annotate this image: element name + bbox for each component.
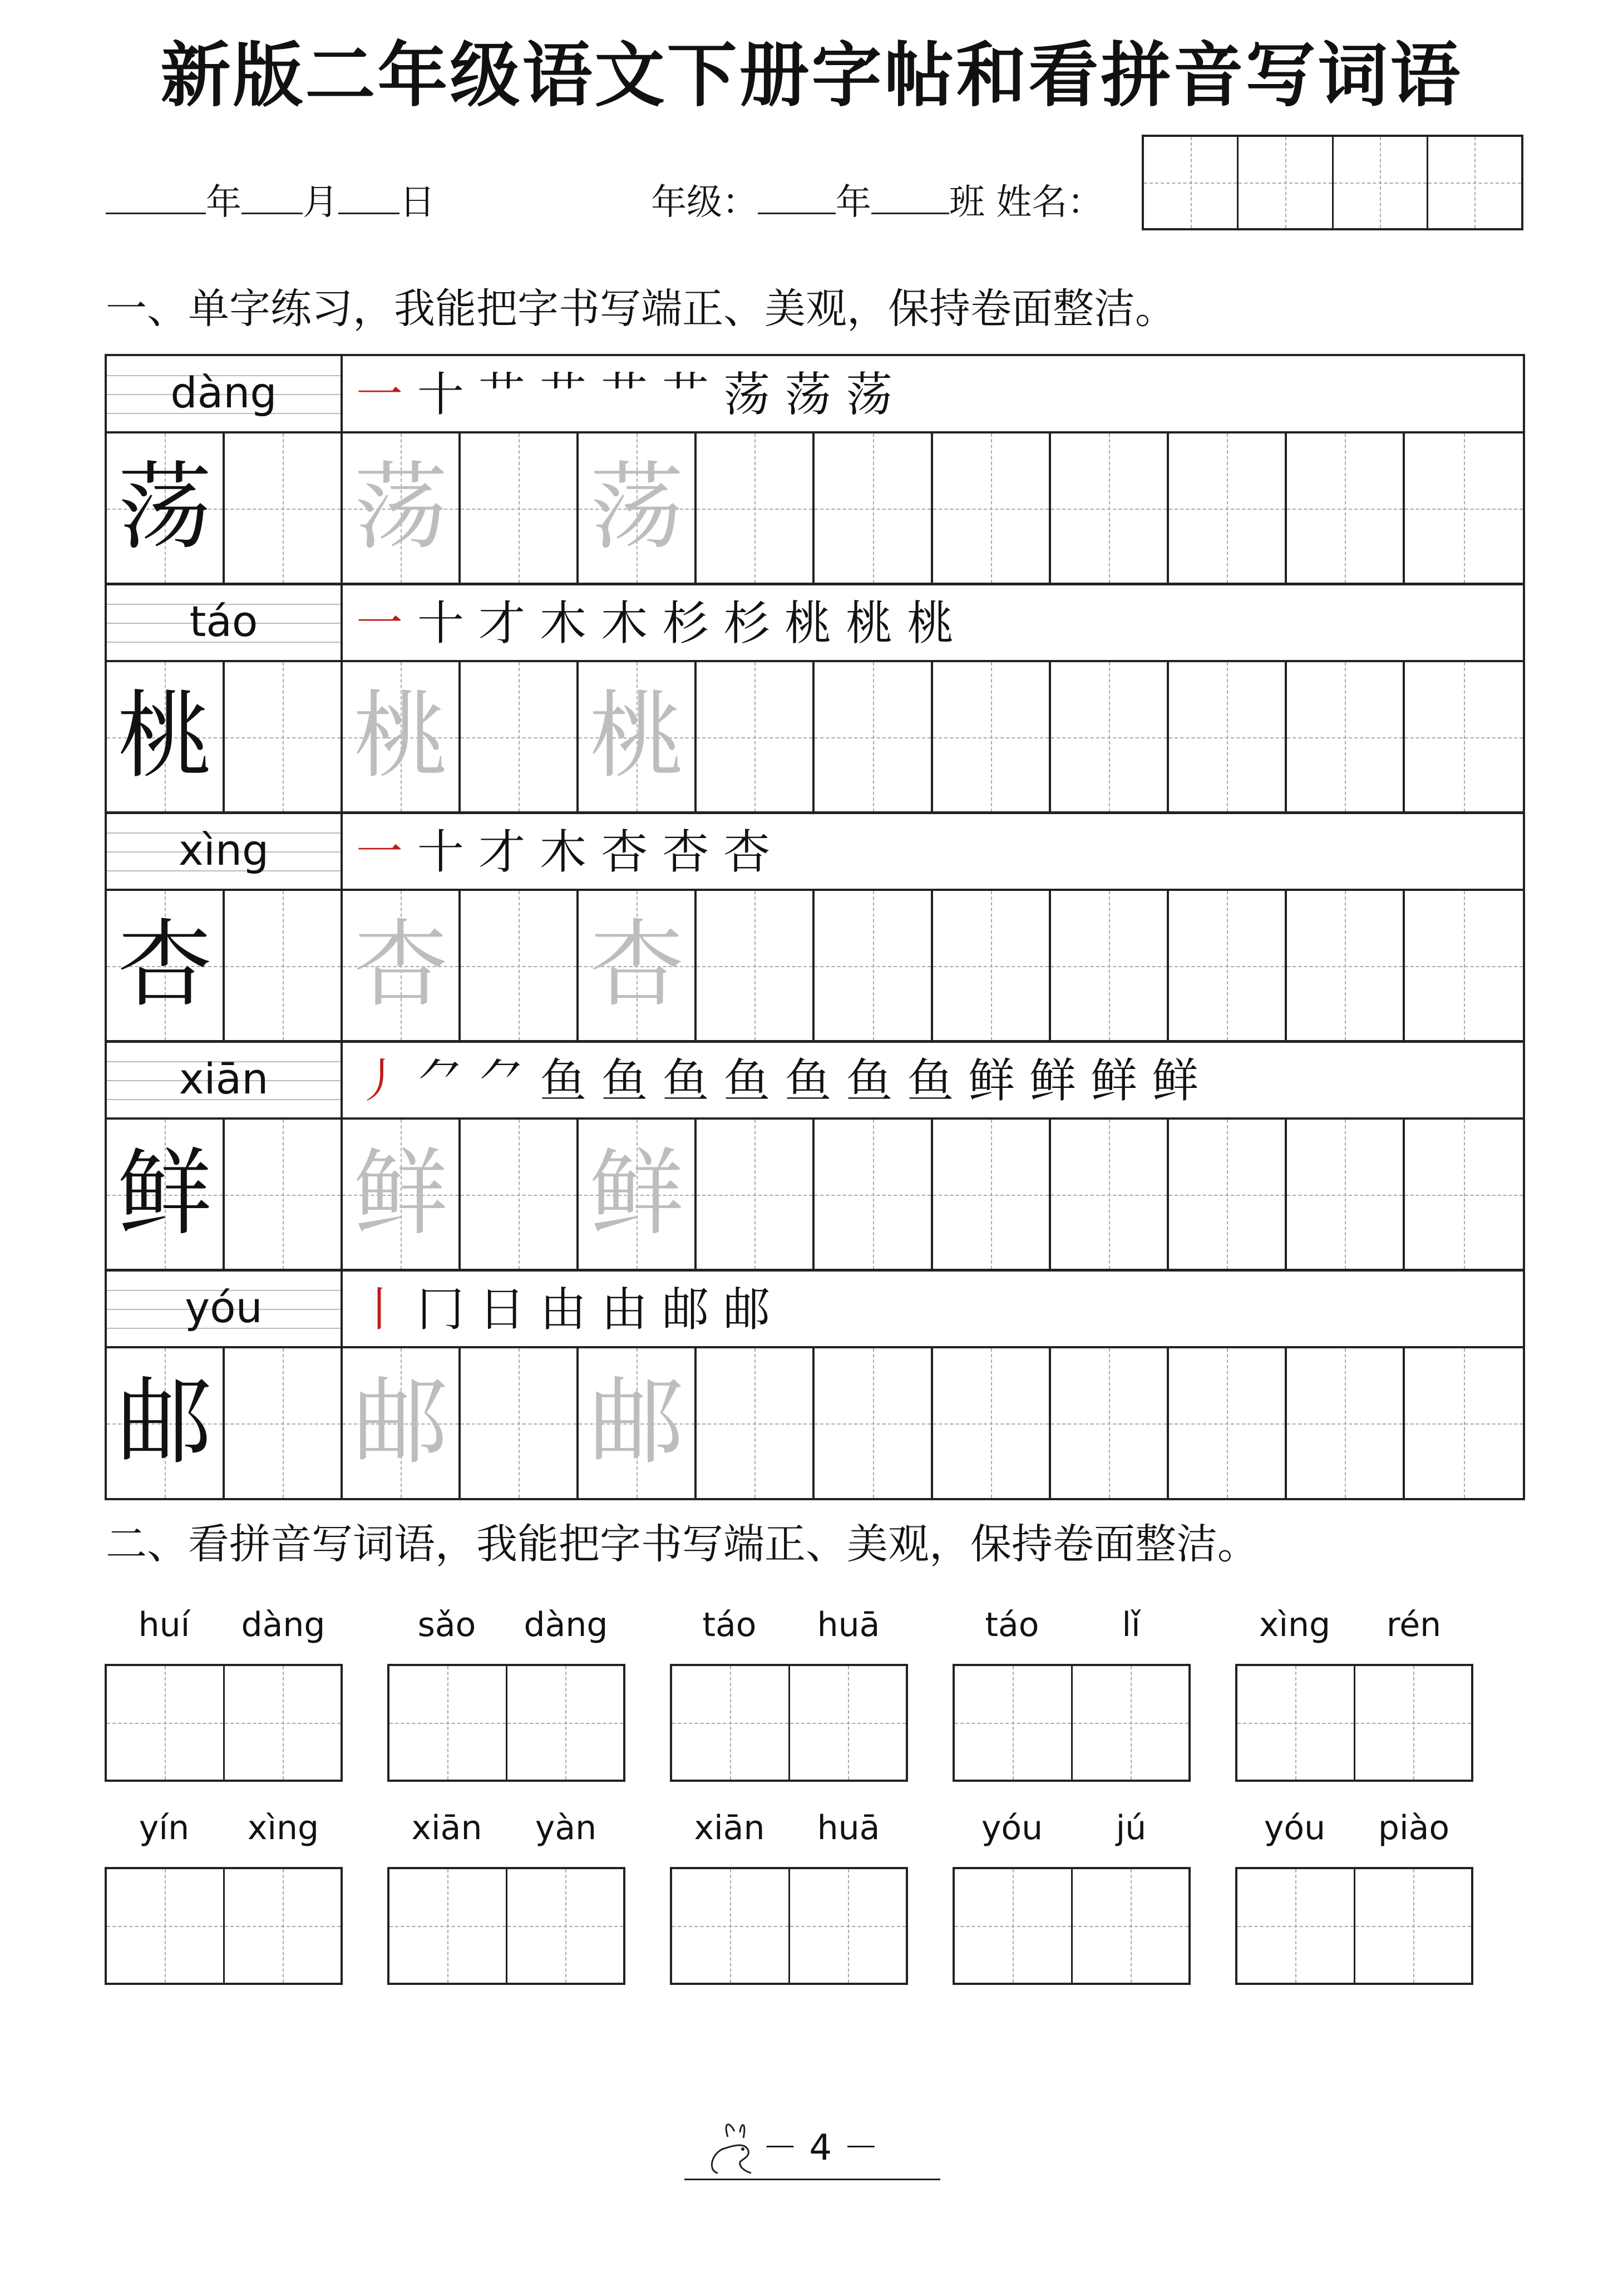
stroke-step: 鱼 bbox=[601, 1053, 648, 1108]
word-pinyin-1: xìng bbox=[1259, 1605, 1331, 1644]
section2-title: 二、看拼音写词语，我能把字书写端正、美观，保持卷面整洁。 bbox=[106, 1520, 1259, 1568]
writing-cell[interactable] bbox=[461, 891, 579, 1041]
writing-cell[interactable] bbox=[815, 433, 933, 583]
stroke-step: 杏 bbox=[601, 825, 648, 879]
practice-block bbox=[105, 1040, 1525, 1272]
pinyin-cell bbox=[107, 1271, 343, 1346]
stroke-step: 荡 bbox=[723, 367, 771, 422]
word-writing-cell[interactable] bbox=[790, 1869, 906, 1983]
year-blank[interactable] bbox=[106, 177, 206, 214]
pinyin-text: dàng bbox=[170, 368, 277, 417]
pinyin-text: yóu bbox=[185, 1283, 263, 1332]
writing-cell[interactable] bbox=[933, 433, 1051, 583]
day-label: 日 bbox=[399, 182, 435, 223]
grade-label: 年级： bbox=[651, 182, 758, 223]
stroke-step: 一 bbox=[356, 825, 403, 879]
stroke-step: 艹 bbox=[662, 367, 709, 422]
writing-cell[interactable] bbox=[343, 433, 461, 583]
stroke-step: 由 bbox=[601, 1282, 648, 1337]
name-cell[interactable] bbox=[1428, 137, 1521, 228]
writing-cell[interactable] bbox=[579, 662, 697, 812]
grade-line bbox=[651, 177, 1103, 228]
writing-cell[interactable] bbox=[343, 891, 461, 1041]
writing-cell[interactable] bbox=[697, 1120, 815, 1269]
word-writing-cell[interactable] bbox=[672, 1666, 790, 1780]
writing-row bbox=[107, 1120, 1523, 1269]
word-pinyin-2: xìng bbox=[247, 1809, 319, 1847]
writing-cell[interactable] bbox=[1051, 891, 1169, 1041]
word-writing-cell[interactable] bbox=[672, 1869, 790, 1983]
writing-cell[interactable] bbox=[579, 891, 697, 1041]
word-pinyin-2: dàng bbox=[524, 1605, 608, 1644]
pinyin-cell bbox=[107, 814, 343, 889]
practice-block bbox=[105, 583, 1525, 814]
stroke-step: 鲜 bbox=[1029, 1053, 1077, 1108]
word-writing-cell[interactable] bbox=[507, 1666, 624, 1780]
stroke-step: 邮 bbox=[723, 1282, 771, 1337]
stroke-step: 鱼 bbox=[723, 1053, 771, 1108]
word-writing-cell[interactable] bbox=[107, 1869, 225, 1983]
rabbit-icon bbox=[695, 2120, 768, 2181]
month-blank[interactable] bbox=[241, 177, 303, 214]
writing-cell[interactable] bbox=[1405, 1348, 1523, 1498]
word-boxes bbox=[105, 1664, 343, 1782]
stroke-step: 鱼 bbox=[540, 1053, 587, 1108]
word-pinyin-2: huā bbox=[817, 1605, 880, 1644]
model-char: 邮 bbox=[117, 1367, 213, 1477]
stroke-step: 一 bbox=[356, 596, 403, 651]
stroke-step: 艹 bbox=[540, 367, 587, 422]
word-pinyin-1: yín bbox=[139, 1809, 190, 1847]
word-boxes bbox=[387, 1664, 625, 1782]
word-boxes bbox=[670, 1867, 908, 1985]
year-label: 年 bbox=[206, 182, 241, 223]
word-boxes bbox=[1235, 1664, 1473, 1782]
word-writing-cell[interactable] bbox=[1073, 1869, 1189, 1983]
word-writing-cell[interactable] bbox=[107, 1666, 225, 1780]
stroke-step: 十 bbox=[417, 367, 465, 422]
word-boxes bbox=[1235, 1867, 1473, 1985]
writing-cell[interactable] bbox=[1287, 662, 1405, 812]
word-pinyin-2: yàn bbox=[535, 1809, 597, 1847]
model-char: 桃 bbox=[117, 681, 213, 791]
word-boxes bbox=[953, 1867, 1191, 1985]
trace-char: 杏 bbox=[589, 910, 684, 1020]
writing-cell[interactable] bbox=[1169, 1348, 1287, 1498]
writing-cell[interactable] bbox=[461, 433, 579, 583]
word-pinyin-1: xiān bbox=[411, 1809, 482, 1847]
writing-cell[interactable] bbox=[225, 662, 343, 812]
stroke-step: 木 bbox=[540, 825, 587, 879]
name-cell[interactable] bbox=[1334, 137, 1428, 228]
stroke-step: 冂 bbox=[417, 1282, 465, 1337]
stroke-step: 邮 bbox=[662, 1282, 709, 1337]
writing-cell[interactable] bbox=[107, 1348, 225, 1498]
practice-block bbox=[105, 1269, 1525, 1500]
writing-cell[interactable] bbox=[933, 662, 1051, 812]
stroke-step: 十 bbox=[417, 825, 465, 879]
writing-cell[interactable] bbox=[815, 1120, 933, 1269]
class-name-label: 班 姓名： bbox=[949, 182, 1103, 223]
stroke-order bbox=[356, 593, 968, 654]
stroke-step: 鱼 bbox=[907, 1053, 954, 1108]
trace-char: 邮 bbox=[353, 1367, 448, 1477]
stroke-step: 桃 bbox=[907, 596, 954, 651]
word-pinyin-2: lǐ bbox=[1122, 1605, 1141, 1644]
writing-cell[interactable] bbox=[1169, 1120, 1287, 1269]
word-pinyin-2: dàng bbox=[241, 1605, 325, 1644]
stroke-step: 丿 bbox=[356, 1053, 403, 1108]
stroke-step: 鱼 bbox=[662, 1053, 709, 1108]
trace-char: 鲜 bbox=[589, 1139, 684, 1249]
stroke-step: 艹 bbox=[601, 367, 648, 422]
day-blank[interactable] bbox=[338, 177, 399, 214]
writing-row bbox=[107, 1348, 1523, 1498]
stroke-step: 杉 bbox=[662, 596, 709, 651]
grade-blank[interactable] bbox=[758, 177, 836, 214]
stroke-row bbox=[107, 814, 1523, 891]
name-cell[interactable] bbox=[1239, 137, 1333, 228]
stroke-step: 桃 bbox=[785, 596, 832, 651]
word-writing-cell[interactable] bbox=[1237, 1869, 1355, 1983]
word-pinyin-1: yóu bbox=[981, 1809, 1043, 1847]
model-char: 鲜 bbox=[117, 1139, 213, 1249]
writing-cell[interactable] bbox=[579, 1348, 697, 1498]
trace-char: 杏 bbox=[353, 910, 448, 1020]
writing-cell[interactable] bbox=[815, 891, 933, 1041]
word-writing-cell[interactable] bbox=[955, 1666, 1073, 1780]
stroke-step: 鲜 bbox=[1091, 1053, 1138, 1108]
word-pinyin-1: yóu bbox=[1264, 1809, 1326, 1847]
stroke-step: 杏 bbox=[662, 825, 709, 879]
pinyin-cell bbox=[107, 356, 343, 431]
writing-cell[interactable] bbox=[697, 662, 815, 812]
stroke-step: 十 bbox=[417, 596, 465, 651]
class-blank[interactable] bbox=[871, 177, 949, 214]
page-footer bbox=[684, 2115, 940, 2192]
word-pinyin-1: xiān bbox=[694, 1809, 765, 1847]
stroke-row bbox=[107, 356, 1523, 433]
writing-cell[interactable] bbox=[1405, 433, 1523, 583]
trace-char: 荡 bbox=[353, 452, 448, 563]
section1-title: 一、单字练习，我能把字书写端正、美观，保持卷面整洁。 bbox=[106, 285, 1176, 333]
trace-char: 荡 bbox=[589, 452, 684, 563]
pinyin-text: táo bbox=[189, 597, 258, 646]
writing-cell[interactable] bbox=[1169, 662, 1287, 812]
word-writing-cell[interactable] bbox=[1073, 1666, 1189, 1780]
practice-block bbox=[105, 811, 1525, 1043]
writing-cell[interactable] bbox=[1051, 662, 1169, 812]
word-pinyin-2: jú bbox=[1116, 1809, 1147, 1847]
writing-cell[interactable] bbox=[933, 1348, 1051, 1498]
writing-cell[interactable] bbox=[697, 1348, 815, 1498]
writing-cell[interactable] bbox=[815, 662, 933, 812]
writing-cell[interactable] bbox=[697, 433, 815, 583]
stroke-step: 桃 bbox=[846, 596, 893, 651]
page-number: － 4 － bbox=[762, 2127, 879, 2169]
stroke-step: 鲜 bbox=[1152, 1053, 1199, 1108]
writing-cell[interactable] bbox=[107, 662, 225, 812]
word-boxes bbox=[953, 1664, 1191, 1782]
writing-cell[interactable] bbox=[343, 1120, 461, 1269]
word-writing-cell[interactable] bbox=[507, 1869, 624, 1983]
writing-cell[interactable] bbox=[461, 1348, 579, 1498]
stroke-order bbox=[356, 1279, 785, 1340]
word-writing-cell[interactable] bbox=[389, 1666, 507, 1780]
word-pinyin-2: piào bbox=[1378, 1809, 1450, 1847]
trace-char: 邮 bbox=[589, 1367, 684, 1477]
pinyin-text: xìng bbox=[178, 825, 269, 875]
writing-row bbox=[107, 433, 1523, 583]
stroke-step: ⺈ bbox=[417, 1053, 465, 1108]
writing-cell[interactable] bbox=[697, 891, 815, 1041]
stroke-step: 由 bbox=[540, 1282, 587, 1337]
trace-char: 桃 bbox=[589, 681, 684, 791]
writing-cell[interactable] bbox=[1405, 1120, 1523, 1269]
writing-cell[interactable] bbox=[107, 433, 225, 583]
word-pinyin-1: huí bbox=[138, 1605, 190, 1644]
writing-cell[interactable] bbox=[107, 1120, 225, 1269]
writing-cell[interactable] bbox=[225, 1348, 343, 1498]
writing-cell[interactable] bbox=[1405, 891, 1523, 1041]
stroke-step: 荡 bbox=[785, 367, 832, 422]
stroke-step: ⺈ bbox=[478, 1053, 526, 1108]
word-writing-cell[interactable] bbox=[1355, 1869, 1472, 1983]
stroke-order bbox=[356, 364, 907, 425]
word-writing-cell[interactable] bbox=[790, 1666, 906, 1780]
model-char: 荡 bbox=[117, 452, 213, 563]
stroke-step: 才 bbox=[478, 825, 526, 879]
trace-char: 鲜 bbox=[353, 1139, 448, 1249]
stroke-step: 木 bbox=[601, 596, 648, 651]
writing-cell[interactable] bbox=[1287, 433, 1405, 583]
writing-cell[interactable] bbox=[1287, 1348, 1405, 1498]
name-cell[interactable] bbox=[1144, 137, 1239, 228]
stroke-order bbox=[356, 821, 785, 883]
writing-row bbox=[107, 662, 1523, 812]
writing-cell[interactable] bbox=[461, 1120, 579, 1269]
word-writing-cell[interactable] bbox=[1237, 1666, 1355, 1780]
stroke-row bbox=[107, 585, 1523, 662]
stroke-order bbox=[356, 1050, 1213, 1111]
stroke-step: 日 bbox=[478, 1282, 526, 1337]
word-pinyin-1: táo bbox=[985, 1605, 1039, 1644]
stroke-step: 艹 bbox=[478, 367, 526, 422]
word-writing-cell[interactable] bbox=[1355, 1666, 1472, 1780]
writing-cell[interactable] bbox=[225, 891, 343, 1041]
name-grid[interactable] bbox=[1142, 135, 1523, 230]
word-row-2 bbox=[105, 1806, 1529, 1939]
stroke-row bbox=[107, 1271, 1523, 1348]
writing-cell[interactable] bbox=[343, 662, 461, 812]
writing-cell[interactable] bbox=[579, 1120, 697, 1269]
practice-block bbox=[105, 354, 1525, 585]
word-boxes bbox=[387, 1867, 625, 1985]
writing-cell[interactable] bbox=[1405, 662, 1523, 812]
stroke-row bbox=[107, 1042, 1523, 1120]
writing-cell[interactable] bbox=[1051, 433, 1169, 583]
stroke-step: 丨 bbox=[356, 1282, 403, 1337]
word-pinyin-2: rén bbox=[1386, 1605, 1442, 1644]
writing-cell[interactable] bbox=[1051, 1120, 1169, 1269]
stroke-step: 荡 bbox=[846, 367, 893, 422]
writing-cell[interactable] bbox=[1169, 891, 1287, 1041]
writing-row bbox=[107, 891, 1523, 1041]
writing-cell[interactable] bbox=[461, 662, 579, 812]
word-writing-cell[interactable] bbox=[389, 1869, 507, 1983]
stroke-step: 鲜 bbox=[968, 1053, 1015, 1108]
word-writing-cell[interactable] bbox=[225, 1666, 341, 1780]
writing-cell[interactable] bbox=[933, 891, 1051, 1041]
word-writing-cell[interactable] bbox=[225, 1869, 341, 1983]
writing-cell[interactable] bbox=[225, 1120, 343, 1269]
word-pinyin-1: táo bbox=[702, 1605, 757, 1644]
month-label: 月 bbox=[303, 182, 338, 223]
writing-cell[interactable] bbox=[933, 1120, 1051, 1269]
writing-cell[interactable] bbox=[107, 891, 225, 1041]
writing-cell[interactable] bbox=[1287, 891, 1405, 1041]
word-boxes bbox=[105, 1867, 343, 1985]
stroke-step: 木 bbox=[540, 596, 587, 651]
writing-cell[interactable] bbox=[225, 433, 343, 583]
stroke-step: 鱼 bbox=[846, 1053, 893, 1108]
stroke-step: 杏 bbox=[723, 825, 771, 879]
writing-cell[interactable] bbox=[1169, 433, 1287, 583]
pinyin-text: xiān bbox=[179, 1054, 269, 1103]
stroke-step: 一 bbox=[356, 367, 403, 422]
word-writing-cell[interactable] bbox=[955, 1869, 1073, 1983]
stroke-step: 鱼 bbox=[785, 1053, 832, 1108]
word-pinyin-2: huā bbox=[817, 1809, 880, 1847]
grade-year-label: 年 bbox=[836, 182, 871, 223]
pinyin-cell bbox=[107, 585, 343, 660]
model-char: 杏 bbox=[117, 910, 213, 1020]
pinyin-cell bbox=[107, 1042, 343, 1117]
word-pinyin-1: sǎo bbox=[417, 1605, 476, 1644]
stroke-step: 才 bbox=[478, 596, 526, 651]
writing-cell[interactable] bbox=[579, 433, 697, 583]
trace-char: 桃 bbox=[353, 681, 448, 791]
page-title: 新版二年级语文下册字帖和看拼音写词语 bbox=[160, 34, 1463, 116]
word-row-1 bbox=[105, 1603, 1529, 1736]
writing-cell[interactable] bbox=[815, 1348, 933, 1498]
stroke-step: 杉 bbox=[723, 596, 771, 651]
word-boxes bbox=[670, 1664, 908, 1782]
writing-cell[interactable] bbox=[1051, 1348, 1169, 1498]
writing-cell[interactable] bbox=[343, 1348, 461, 1498]
writing-cell[interactable] bbox=[1287, 1120, 1405, 1269]
date-line bbox=[106, 177, 435, 228]
